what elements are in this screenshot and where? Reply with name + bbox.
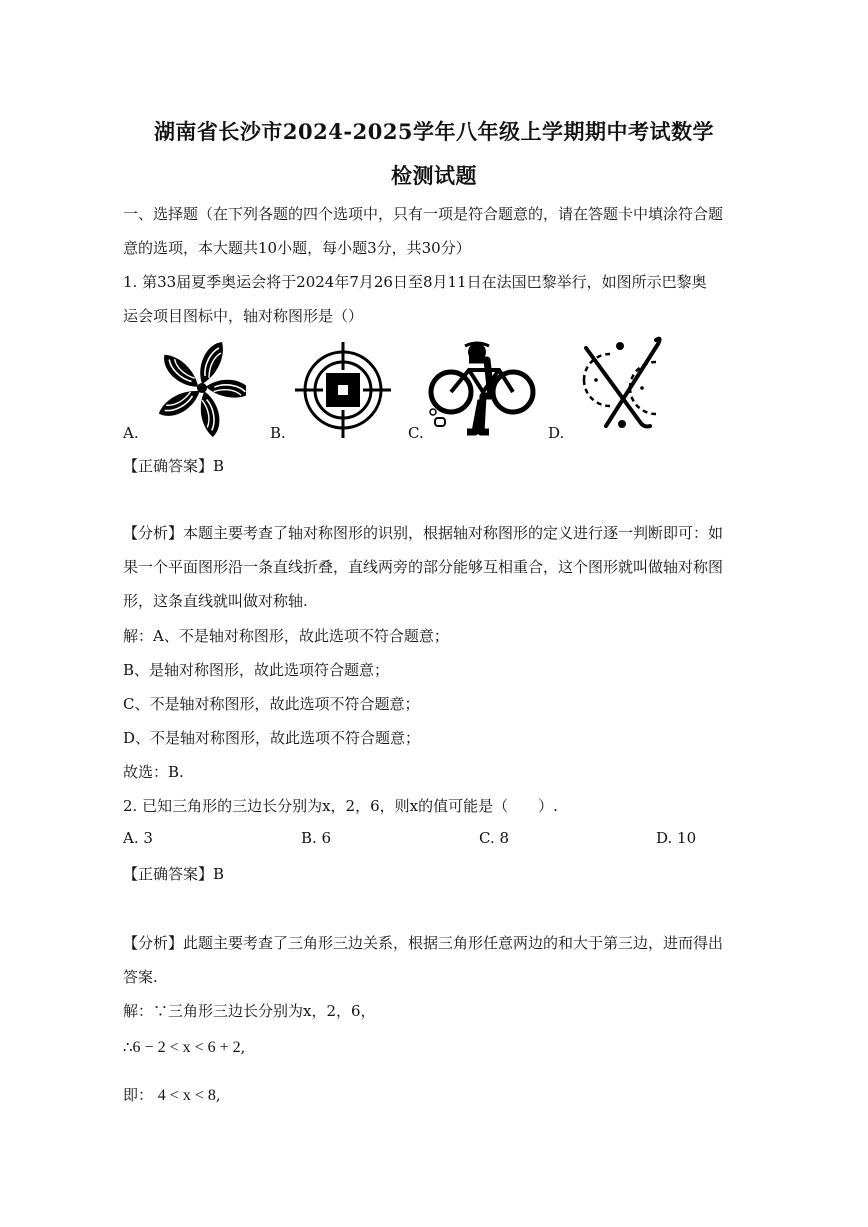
q1-analysis-line2: 果一个平面图形沿一条直线折叠，直线两旁的部分能够互相重合，这个图形就叫做轴对称图 [123,558,724,576]
hockey-icon [566,334,674,438]
q2-analysis-line2: 答案. [123,968,158,986]
q2-option-d: D. 10 [656,829,697,847]
inequality-suffix-1: , [240,1038,246,1056]
q1-option-d-label: D. [548,424,565,442]
q2-inequality-line1 [123,1038,245,1057]
q1-solution-line1: 解：A、不是轴对称图形，故此选项不符合题意； [123,627,449,645]
inequality-expression-2: 4 < x < 8 [157,1087,216,1104]
pinwheel-icon [158,338,246,442]
q1-option-a-label: A. [123,424,139,442]
inequality-suffix-2: , [215,1086,221,1104]
q1-answer: 【正确答案】B [123,457,225,475]
document-title-line2: 检测试题 [391,163,477,188]
q2-stem: 2. 已知三角形的三边长分别为x，2，6，则x的值可能是（ ）. [123,797,558,815]
cyclist-icon [425,340,537,440]
q1-option-c-label: C. [408,424,424,442]
section-heading-line2: 意的选项，本大题共10小题，每小题3分，共30分） [123,239,471,257]
q1-stem-line1: 1. 第33届夏季奥运会将于2024年7月26日至8月11日在法国巴黎举行，如图所示巴黎奥 [123,273,707,291]
q1-option-b-label: B. [270,424,286,442]
q1-analysis-line3: 形，这条直线就叫做对称轴. [123,592,308,610]
q1-analysis-line1: 【分析】本题主要考查了轴对称图形的识别，根据轴对称图形的定义进行逐一判断即可：如 [123,524,724,542]
therefore-symbol: ∴ [123,1038,133,1056]
q1-solution-line4: D、不是轴对称图形，故此选项不符合题意； [123,729,421,747]
q2-answer: 【正确答案】B [123,865,225,883]
q2-option-c: C. 8 [479,829,510,847]
q1-stem-line2: 运会项目图标中，轴对称图形是（） [123,307,364,325]
q2-solution-line1: 解：∵三角形三边长分别为x，2，6， [123,1002,376,1020]
document-title-line1: 湖南省长沙市2024-2025学年八年级上学期期中考试数学 [153,119,715,144]
q1-solution-line2: B、是轴对称图形，故此选项符合题意； [123,661,390,679]
q2-analysis-line1: 【分析】此题主要考查了三角形三边关系，根据三角形任意两边的和大于第三边，进而得出 [123,934,724,952]
target-icon [293,340,393,444]
q1-solution-line3: C、不是轴对称图形，故此选项不符合题意； [123,695,420,713]
q1-solution-line5: 故选：B. [123,763,184,781]
q2-inequality-line2 [123,1084,221,1105]
namely-prefix: 即： [123,1086,154,1104]
section-heading-line1: 一、选择题（在下列各题的四个选项中，只有一项是符合题意的，请在答题卡中填涂符合题 [123,205,724,223]
q2-option-a: A. 3 [123,829,153,847]
q2-option-b: B. 6 [301,829,332,847]
inequality-expression-1: 6 − 2 < x < 6 + 2 [132,1039,241,1056]
